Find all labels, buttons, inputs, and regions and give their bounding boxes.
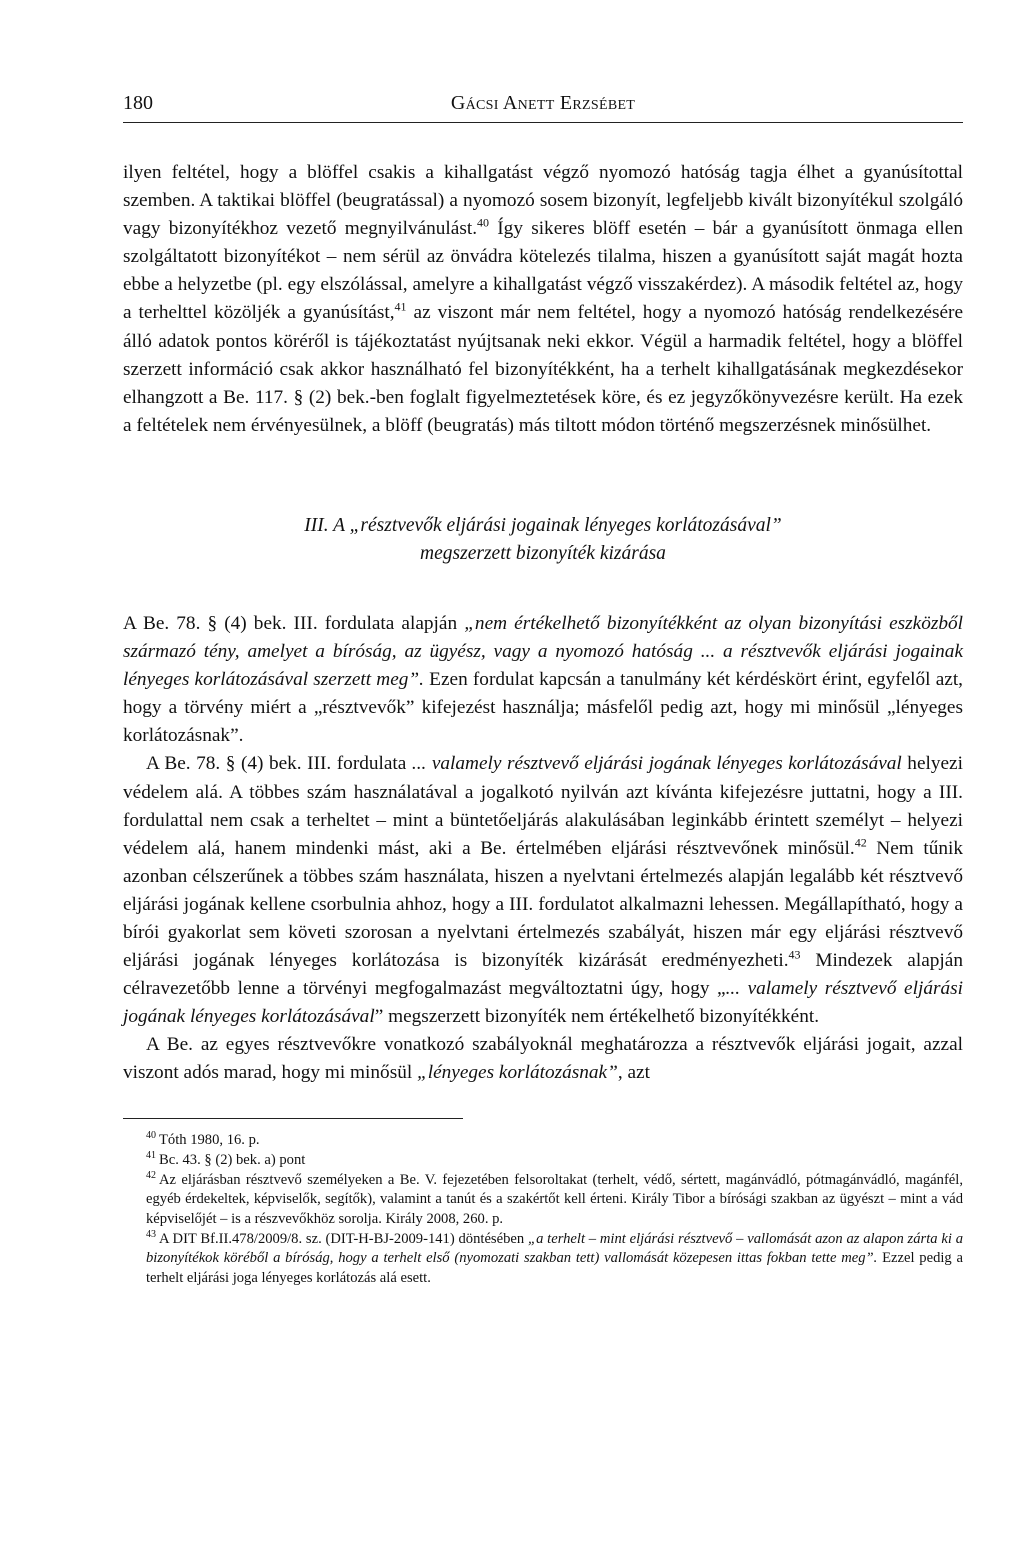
running-header [123, 88, 963, 123]
footnote-quote: „a terhelt – mint eljárási résztvevő – vallomását azon az alapon zárta ki a bizonyítékok köréből a bíróság, hogy a terhelt első (nyomozati szakban tett) vallomását közepesen ittas fokban tette meg”. [146, 1231, 963, 1267]
text-run: ” megszerzett bizonyíték nem értékelhető bizonyítékként. [374, 1006, 820, 1028]
proposed-wording: ... valamely résztvevő eljárási jogának lényeges korlátozásával [123, 978, 963, 1028]
paragraph [123, 1031, 963, 1087]
paragraph [123, 750, 963, 1031]
page [123, 88, 963, 1289]
footnote-41 [123, 1151, 963, 1170]
footnote-42 [123, 1171, 963, 1229]
body-text [123, 159, 963, 1088]
footnote-ref-42[interactable]: 42 [854, 835, 867, 850]
text-run: Mindezek alapján célravezetőbb lenne a törvényi megfogalmazást megváltoztatni úgy, hogy „ [123, 950, 963, 1000]
paragraph [123, 610, 963, 750]
text-run: A Be. 78. § (4) bek. III. fordulata [146, 753, 412, 775]
footnote-ref-41[interactable]: 41 [394, 300, 407, 315]
text-run: Így sikeres blöff esetén – bár a gyanúsított önmaga ellen szolgáltatott bizonyítékot – nem sérül az önvádra kötelezés tilalma, hiszen a gyanúsított saját magát hozta ebbe a helyzetbe (pl. egy elszólással, amelyre a kihallgatást végző visszakérdez). A második feltétel az, hogy a terhelttel közöljék a gyanúsítást, [123, 218, 963, 324]
footnote-number: 43 [146, 1229, 156, 1241]
paragraph [123, 159, 963, 440]
text-run: , azt [617, 1062, 650, 1084]
footnote-ref-40[interactable]: 40 [477, 215, 490, 230]
running-head-author: Gácsi Anett Erzsébet [450, 92, 636, 114]
text-run: helyezi védelem alá. A többes szám használatával a jogalkotó nyilván azt kívánta kifejezésre juttatni, hogy a III. fordulattal nem csak a terheltet – mint a büntetőeljárás alakulásában leginkább érintett személyt – helyezi védelem alá, hanem mindenki mást, aki a Be. értelmében eljárási résztvevőnek minősül. [123, 753, 963, 859]
section-heading-line: III. A „résztvevők eljárási jogainak lényeges korlátozásával” [304, 514, 782, 536]
footnote-text: Tóth 1980, 16. p. [159, 1131, 260, 1148]
text-run: A Be. az egyes résztvevőkre vonatkozó szabályoknál meghatározza a résztvevők eljárási jogait, azzal viszont adós marad, hogy mi minősül [123, 1034, 963, 1084]
text-run: az viszont már nem feltétel, hogy a nyomozó hatóság rendelkezésére álló adatok pontos köréről is tájékoztatást nyújtsanak neki ekkor. Végül a harmadik feltétel, hogy a blöffel szerzett információ csak akkor használható fel bizonyítékként, ha a terhelt kihallgatásának megkezdésekor elhangzott a Be. 117. § (2) bek.-ben foglalt figyelmeztetések köre, és ez jegyzőkönyvezésre került. Ha ezek a feltételek nem érvényesülnek, a blöff (beugratás) más tiltott módon történő megszerzésnek minősülhet. [123, 302, 964, 436]
text-run: A Be. 78. § (4) bek. III. fordulata alapján [123, 612, 465, 634]
text-run: Ezen fordulat kapcsán a tanulmány két kérdéskört érint, egyfelől azt, hogy a törvény miért a „résztvevők” kifejezést használja; másfelől pedig azt, hogy mi minősül „lényeges korlátozásnak”. [123, 669, 964, 747]
footnote-text: Ezzel pedig a terhelt eljárási joga lényeges korlátozás alá esett. [146, 1250, 963, 1286]
statute-quote: „lényeges korlátozásnak” [417, 1062, 618, 1084]
statute-quote: ... valamely résztvevő eljárási jogának lényeges korlátozásával [411, 753, 902, 775]
statute-quote: „nem értékelhető bizonyítékként az olyan bizonyítási eszközből származó tény, amelyet a bíróság, az ügyész, vagy a nyomozó hatóság ... a résztvevők eljárási jogainak lényeges korlátozásával szerzett meg”. [123, 612, 963, 691]
footnote-number: 40 [146, 1129, 156, 1141]
footnote-ref-43[interactable]: 43 [788, 947, 801, 962]
footnote-text: Bc. 43. § (2) bek. a) pont [159, 1151, 306, 1168]
footnotes [123, 1131, 963, 1288]
footnote-divider [123, 1118, 463, 1119]
footnote-number: 42 [146, 1170, 156, 1182]
text-run: ilyen feltétel, hogy a blöffel csakis a kihallgatást végző nyomozó hatóság tagja élhet a gyanúsítottal szemben. A taktikai blöffel (beugratással) a nyomozó sosem bizonyít, legfeljebb kivált bizonyítékul szolgáló vagy bizonyítékhoz vezető megnyilvánulást. [123, 162, 963, 240]
footnote-40 [123, 1131, 963, 1150]
footnote-text: Az eljárásban résztvevő személyeken a Be. V. fejezetében felsoroltakat (terhelt, védő, sértett, magánvádló, pótmagánvádló, magánfél, egyéb érdekeltek, képviselők, segítők), valamint a tanút és a szakértőt kell érteni. Király Tibor a bírósági szakban az ügyészt – mint a vád képviselőjét – is a részvevőkhöz sorolja. Király 2008, 260. p. [146, 1172, 963, 1227]
footnote-text: A DIT Bf.II.478/2009/8. sz. (DIT-H-BJ-2009-141) döntésében [159, 1231, 528, 1248]
text-run: Nem tűnik azonban célszerűnek a többes szám használata, hiszen a nyelvtani értelmezés alapján legalább két résztvevő eljárási jogának kellene csorbulnia ahhoz, hogy a III. fordulatot alkalmazni lehessen. Megállapítható, hogy a bírói gyakorlat sem követi szorosan a nyelvtani értelmezés szabályát, hiszen már egy eljárási résztvevő eljárási jogának lényeges korlátozása is bizonyíték kizárását eredményezheti. [123, 837, 963, 972]
footnote-43 [123, 1230, 963, 1288]
footnote-number: 41 [146, 1149, 156, 1161]
section-heading [123, 512, 963, 568]
section-heading-line: megszerzett bizonyíték kizárása [420, 542, 666, 564]
page-number: 180 [123, 92, 153, 114]
